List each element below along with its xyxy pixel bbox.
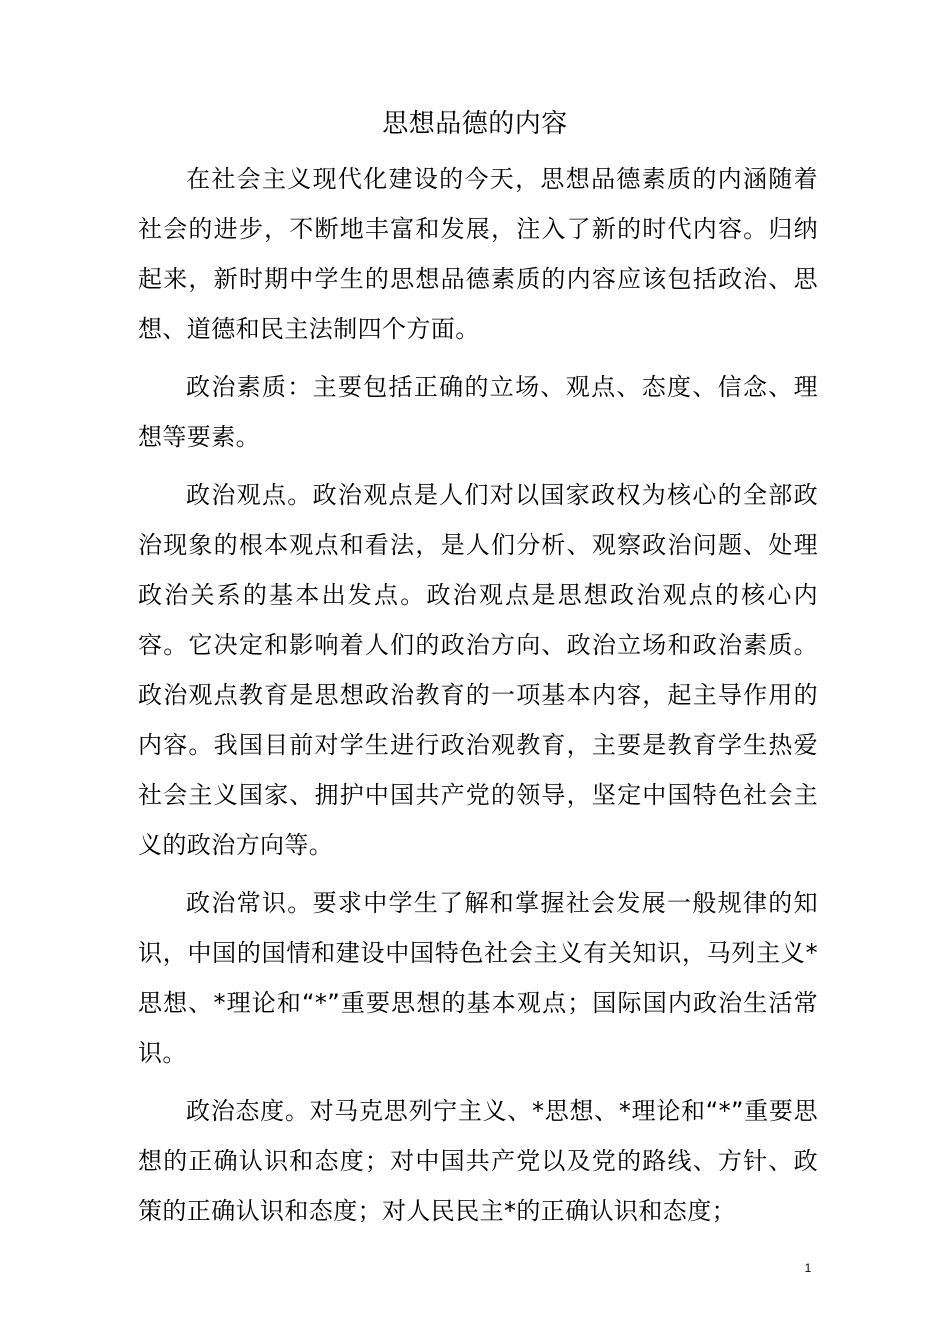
paragraph-political-attitude: 政治态度。对马克思列宁主义、*思想、*理论和“*”重要思想的正确认识和态度；对中国共产党以及党的路线、方针、政策的正确认识和态度；对人民民主*的正确认识和态度； [138,1097,818,1225]
document-body [138,154,818,1244]
paragraph-intro: 在社会主义现代化建设的今天，思想品德素质的内涵随着社会的进步，不断地丰富和发展，注入了新的时代内容。归纳起来，新时期中学生的思想品德素质的内容应该包括政治、思想、道德和民主法制四个方面。 [138,165,818,343]
paragraph-political-quality: 政治素质：主要包括正确的立场、观点、态度、信念、理想等要素。 [138,373,818,451]
page-number: 1 [804,1261,812,1275]
paragraph-political-knowledge: 政治常识。要求中学生了解和掌握社会发展一般规律的知识，中国的国情和建设中国特色社会主义有关知识，马列主义*思想、*理论和“*”重要思想的基本观点；国际国内政治生活常识。 [138,889,818,1067]
paragraph-political-views: 政治观点。政治观点是人们对以国家政权为核心的全部政治现象的根本观点和看法，是人们分析、观察政治问题、处理政治关系的基本出发点。政治观点是思想政治观点的核心内容。它决定和影响着人们的政治方向、政治立场和政治素质。政治观点教育是思想政治教育的一项基本内容，起主导作用的内容。我国目前对学生进行政治观教育，主要是教育学生热爱社会主义国家、拥护中国共产党的领导，坚定中国特色社会主义的政治方向等。 [138,481,818,859]
document-title: 思想品德的内容 [382,109,568,139]
